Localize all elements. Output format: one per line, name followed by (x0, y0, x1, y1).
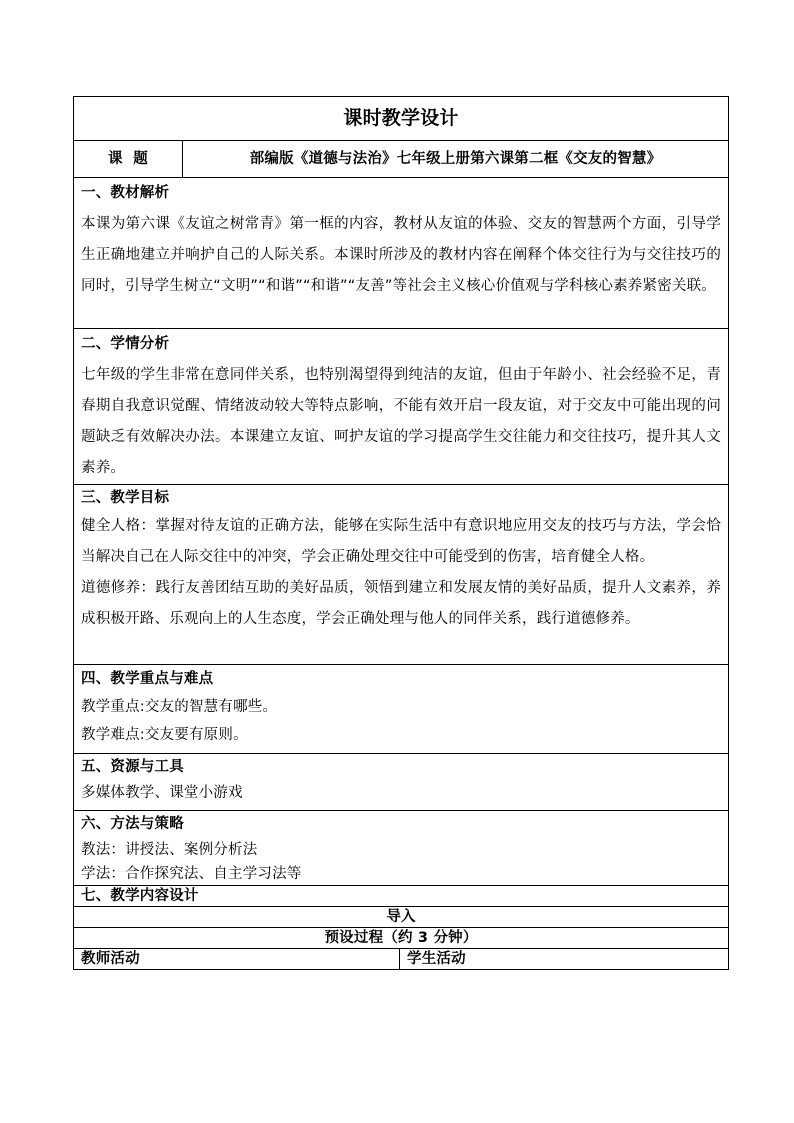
section-text: 学法：合作探究法、自主学习法等 (81, 866, 302, 882)
intro-row: 导入 (74, 907, 729, 928)
section-text: 本课为第六课《友谊之树常青》第一框的内容，教材从友谊的体验、交友的智慧两个方面，引导学生正确地建立并响护自己的人际关系。本课时所涉及的教材内容在阐释个体交往行为与交往技巧的同时，引导学生树立“文明”“和谐”“和谐”“友善”等社会主义核心价值观与学科核心素养紧密关联。 (81, 216, 722, 294)
section-analysis (74, 178, 729, 329)
section-heading: 七、教学内容设计 (81, 888, 199, 904)
section-goals (74, 485, 729, 665)
section-text: 健全人格：掌握对待友谊的正确方法，能够在实际生活中有意识地应用交友的技巧与方法，学会恰当解决自己在人际交往中的冲突，学会正确处理交往中可能受到的伤害，培育健全人格。 (81, 518, 722, 565)
section-text: 教法：讲授法、案例分析法 (81, 842, 258, 858)
section-text: 七年级的学生非常在意同伴关系，也特别渴望得到纯洁的友谊，但由于年龄小、社会经验不足，青春期自我意识觉醒、情绪波动较大等特点影响，不能有效开启一段友谊，对于交友中可能出现的问题缺乏有效解决办法。本课建立友谊、呵护友谊的学习提高学生交往能力和交往技巧，提升其人文素养。 (81, 367, 722, 476)
section-students (74, 329, 729, 485)
section-text: 教学难点:交友要有原则。 (81, 727, 248, 743)
subject-value: 部编版《道德与法治》七年级上册第六课第二框《交友的智慧》 (183, 141, 729, 178)
teacher-activity-header: 教师活动 (74, 949, 400, 970)
student-activity-header: 学生活动 (400, 949, 729, 970)
section-design-heading (74, 886, 729, 907)
section-heading: 四、教学重点与难点 (81, 671, 214, 687)
section-text: 教学重点:交友的智慧有哪些。 (81, 699, 278, 715)
section-methods (74, 811, 729, 886)
section-text: 多媒体教学、课堂小游戏 (81, 785, 243, 801)
section-heading: 五、资源与工具 (81, 759, 184, 775)
section-heading: 六、方法与策略 (81, 816, 184, 832)
section-heading: 一、教材解析 (81, 185, 170, 201)
lesson-design-table (73, 96, 729, 970)
section-keypoints (74, 665, 729, 754)
section-resources (74, 754, 729, 811)
process-row: 预设过程（约 3 分钟） (74, 928, 729, 949)
document-title: 课时教学设计 (74, 97, 729, 141)
section-text: 道德修养：践行友善团结互助的美好品质，领悟到建立和发展友情的美好品质，提升人文素养，养成积极开路、乐观向上的人生态度，学会正确处理与他人的同伴关系，践行道德修养。 (81, 580, 722, 627)
section-heading: 二、学情分析 (81, 336, 170, 352)
subject-label: 课 题 (74, 141, 183, 178)
section-heading: 三、教学目标 (81, 490, 170, 506)
